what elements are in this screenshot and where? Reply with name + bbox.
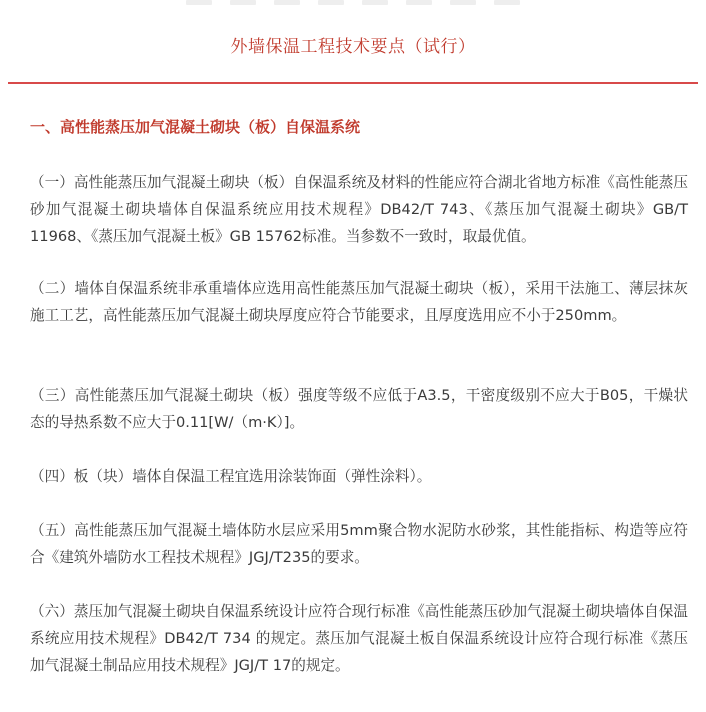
top-decorative-strip xyxy=(0,0,706,8)
decorative-block xyxy=(494,0,520,5)
decorative-block xyxy=(274,0,300,5)
decorative-block xyxy=(362,0,388,5)
document-title: 外墙保温工程技术要点（试行） xyxy=(230,37,476,57)
paragraph-3: （三）高性能蒸压加气混凝土砌块（板）强度等级不应低于A3.5，干密度级别不应大于B05，干燥状态的导热系数不应大于0.11[W/（m·K）]。 xyxy=(30,387,688,431)
paragraph-1: （一）高性能蒸压加气混凝土砌块（板）自保温系统及材料的性能应符合湖北省地方标准《高性能蒸压砂加气混凝土砌块墙体自保温系统应用技术规程》DB42/T 743、《蒸压加气混凝土砌块》GB/T 11968、《蒸压加气混凝土板》GB 15762标准。当参数不一致时，取最优值。 xyxy=(30,174,688,245)
paragraph-6: （六）蒸压加气混凝土砌块自保温系统设计应符合现行标准《高性能蒸压砂加气混凝土砌块墙体自保温系统应用技术规程》DB42/T 734 的规定。蒸压加气混凝土板自保温系统设计应符合现行标准《蒸压加气混凝土制品应用技术规程》JGJ/T 17的规定。 xyxy=(30,603,688,674)
decorative-block xyxy=(318,0,344,5)
paragraph-4: （四）板（块）墙体自保温工程宜选用涂装饰面（弹性涂料）。 xyxy=(30,468,432,485)
title-divider xyxy=(8,82,698,84)
section-heading: 一、高性能蒸压加气混凝土砌块（板）自保温系统 xyxy=(30,118,361,136)
decorative-block xyxy=(450,0,476,5)
decorative-block xyxy=(406,0,432,5)
decorative-block xyxy=(230,0,256,5)
paragraph-5: （五）高性能蒸压加气混凝土墙体防水层应采用5mm聚合物水泥防水砂浆，其性能指标、构造等应符合《建筑外墙防水工程技术规程》JGJ/T235的要求。 xyxy=(30,522,688,566)
decorative-block xyxy=(186,0,212,5)
paragraph-2: （二）墙体自保温系统非承重墙体应选用高性能蒸压加气混凝土砌块（板），采用干法施工、薄层抹灰施工工艺，高性能蒸压加气混凝土砌块厚度应符合节能要求，且厚度选用应不小于250mm。 xyxy=(30,280,688,324)
